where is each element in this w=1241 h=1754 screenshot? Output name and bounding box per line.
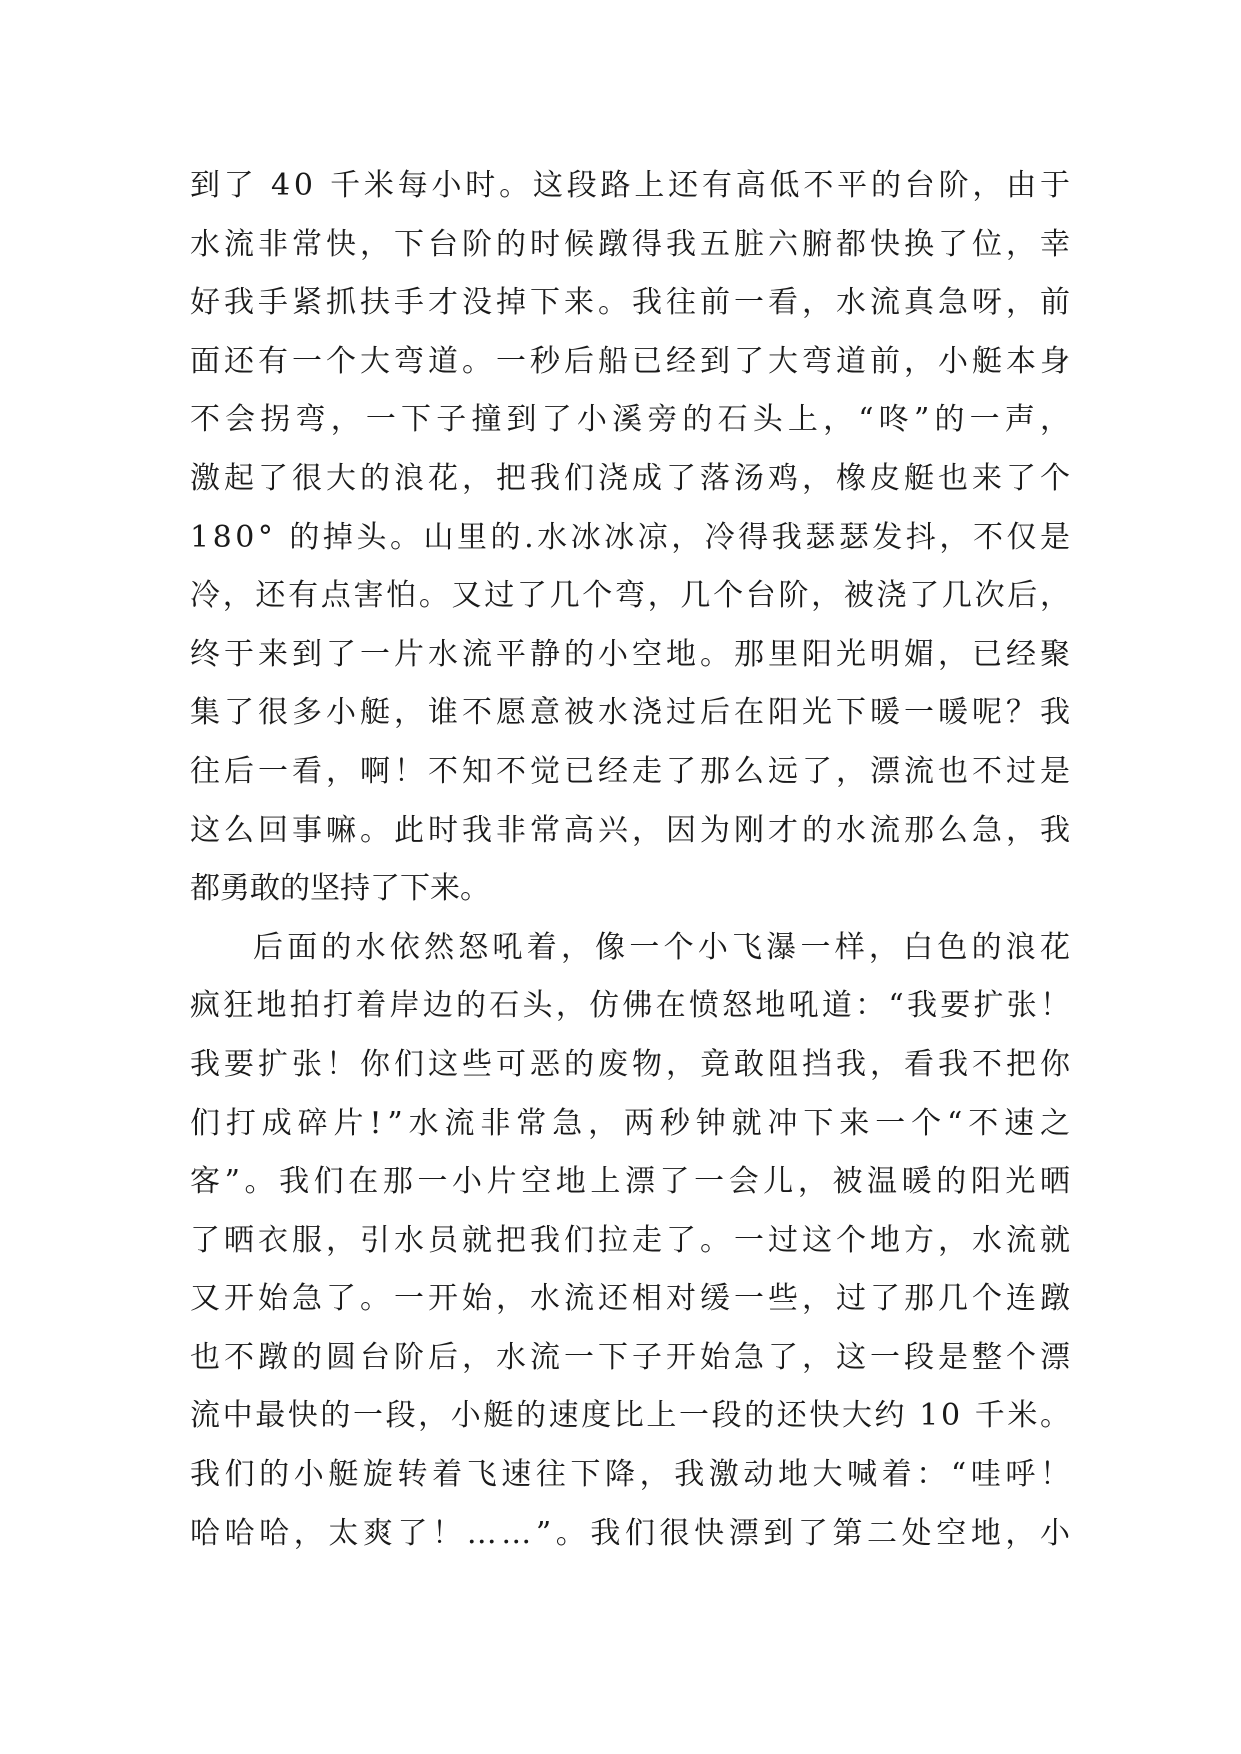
text-line: 不会拐弯，一下子撞到了小溪旁的石头上，“咚”的一声， <box>190 402 1076 438</box>
text-line: 了晒衣服，引水员就把我们拉走了。一过这个地方，水流就 <box>190 1222 1074 1258</box>
text-line: 好我手紧抓扶手才没掉下来。我往前一看，水流真急呀，前 <box>190 285 1074 321</box>
paragraph-start-line: 后面的水依然怒吼着，像一个小飞瀑一样，白色的浪花 <box>253 929 1075 965</box>
text-line: 面还有一个大弯道。一秒后船已经到了大弯道前，小艇本身 <box>190 343 1074 379</box>
text-line: 到了 40 千米每小时。这段路上还有高低不平的台阶，由于 <box>190 168 1074 203</box>
text-line: 都勇敢的坚持了下来。 <box>190 871 490 907</box>
text-line: 冷，还有点害怕。又过了几个弯，几个台阶，被浇了几次后， <box>190 578 1073 614</box>
text-line: 这么回事嘛。此时我非常高兴，因为刚才的水流那么急，我 <box>190 812 1074 848</box>
text-line: 水流非常快，下台阶的时候蹾得我五脏六腑都快换了位，幸 <box>190 226 1074 262</box>
text-line: 终于来到了一片水流平静的小空地。那里阳光明媚，已经聚 <box>190 636 1074 672</box>
text-line: 也不蹾的圆台阶后，水流一下子开始急了，这一段是整个漂 <box>190 1339 1074 1375</box>
text-line: 又开始急了。一开始，水流还相对缓一些，过了那几个连蹾 <box>190 1281 1074 1317</box>
text-line: 激起了很大的浪花，把我们浇成了落汤鸡，橡皮艇也来了个 <box>190 460 1074 496</box>
text-line: 我们的小艇旋转着飞速往下降，我激动地大喊着：“哇呼！ <box>190 1457 1075 1493</box>
text-line: 们打成碎片!”水流非常急，两秒钟就冲下来一个“不速之 <box>190 1105 1076 1141</box>
text-line: 180° 的掉头。山里的.水冰冰凉，冷得我瑟瑟发抖，不仅是 <box>190 519 1074 555</box>
text-line: 哈哈哈，太爽了！……”。我们很快漂到了第二处空地，小 <box>190 1515 1075 1551</box>
body-text <box>190 157 1076 1563</box>
text-line: 客”。我们在那一小片空地上漂了一会儿，被温暖的阳光晒 <box>190 1164 1075 1200</box>
text-line: 集了很多小艇，谁不愿意被水浇过后在阳光下暖一暖呢？我 <box>190 695 1074 731</box>
text-line: 疯狂地拍打着岸边的石头，仿佛在愤怒地吼道：“我要扩张！ <box>190 988 1074 1024</box>
text-line: 我要扩张！你们这些可恶的废物，竟敢阻挡我，看我不把你 <box>190 1046 1074 1082</box>
text-line: 往后一看，啊！不知不觉已经走了那么远了，漂流也不过是 <box>190 753 1074 789</box>
text-line: 流中最快的一段，小艇的速度比上一段的还快大约 10 千米。 <box>190 1398 1073 1434</box>
